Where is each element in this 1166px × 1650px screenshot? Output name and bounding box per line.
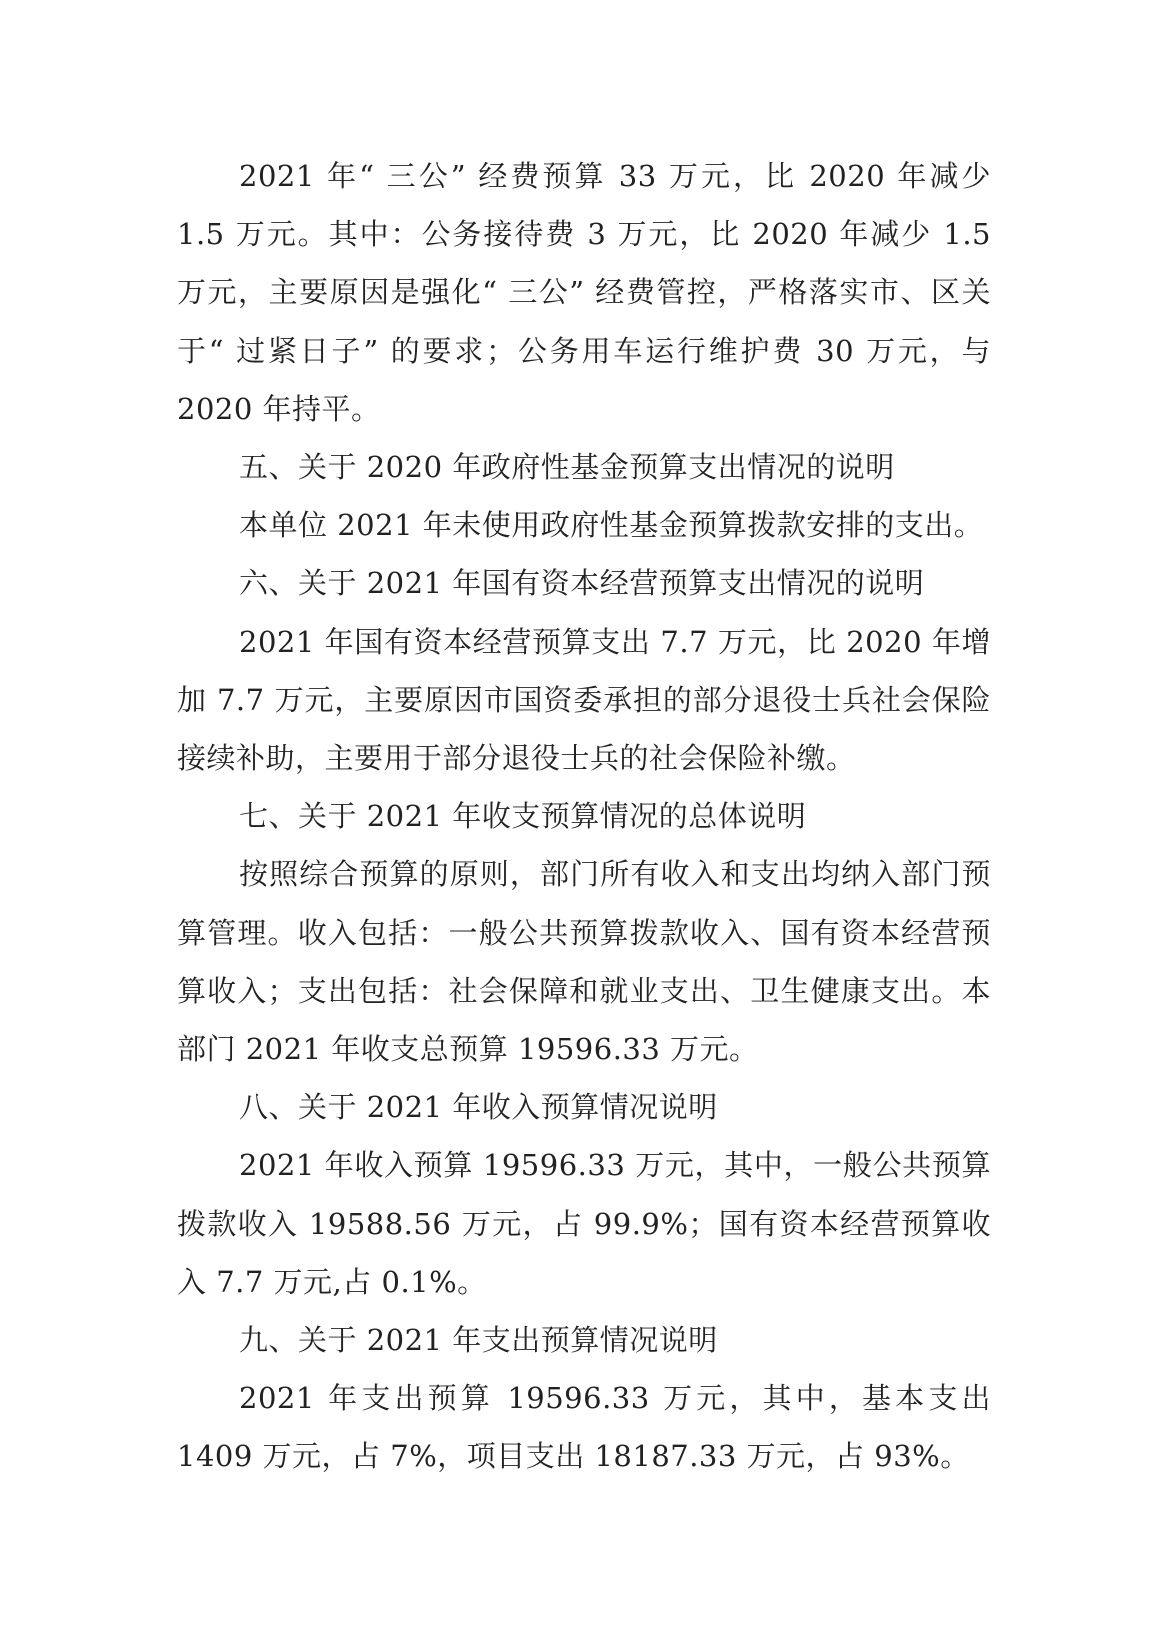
heading-section-5: 五、关于 2020 年政府性基金预算支出情况的说明 <box>239 450 895 485</box>
paragraph-sangong-budget: 2021 年“ 三公” 经费预算 33 万元，比 2020 年减少 1.5 万元。其中：公务接待费 3 万元，比 2020 年减少 1.5 万元，主要原因是强化“ 三公” 经费管控，严格落实市、区关于“ 过紧日子” 的要求；公务用车运行维护费 30 万元，与 2020 年持平。 <box>177 159 991 426</box>
heading-section-6: 六、关于 2021 年国有资本经营预算支出情况的说明 <box>239 566 925 601</box>
heading-section-8: 八、关于 2021 年收入预算情况说明 <box>239 1090 718 1125</box>
paragraph-income-budget: 2021 年收入预算 19596.33 万元，其中，一般公共预算拨款收入 19588.56 万元，占 99.9%；国有资本经营预算收入 7.7 万元,占 0.1%。 <box>177 1148 991 1299</box>
paragraph-overall-budget: 按照综合预算的原则，部门所有收入和支出均纳入部门预算管理。收入包括：一般公共预算拨款收入、国有资本经营预算收入；支出包括：社会保障和就业支出、卫生健康支出。本部门 2021 年收支总预算 19596.33 万元。 <box>177 857 991 1067</box>
paragraph-gov-fund-budget: 本单位 2021 年未使用政府性基金预算拨款安排的支出。 <box>239 508 984 543</box>
heading-section-9: 九、关于 2021 年支出预算情况说明 <box>239 1323 718 1358</box>
paragraph-expenditure-budget: 2021 年支出预算 19596.33 万元，其中，基本支出 1409 万元，占 7%，项目支出 18187.33 万元，占 93%。 <box>177 1381 991 1474</box>
document-body <box>177 147 991 1486</box>
paragraph-state-capital-budget: 2021 年国有资本经营预算支出 7.7 万元，比 2020 年增加 7.7 万元，主要原因市国资委承担的部分退役士兵社会保险接续补助，主要用于部分退役士兵的社会保险补缴。 <box>177 624 991 776</box>
heading-section-7: 七、关于 2021 年收支预算情况的总体说明 <box>239 799 807 834</box>
